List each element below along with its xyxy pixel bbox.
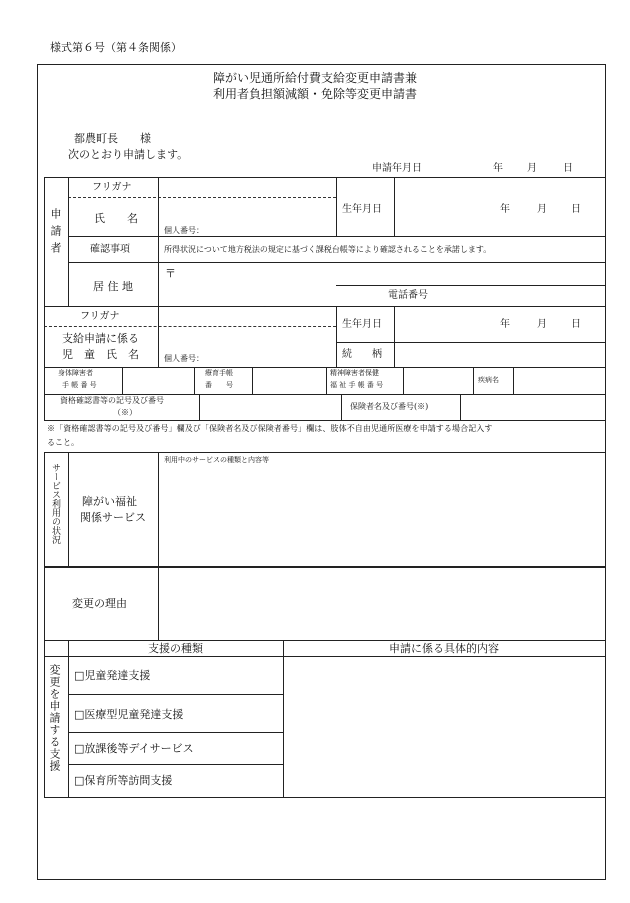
service-category-line1: 障がい福祉 xyxy=(82,495,137,508)
application-date-year: 年 xyxy=(493,163,503,174)
service-content-header: 利用中のサービスの種類と内容等 xyxy=(164,456,269,464)
form-title-line2: 利用者負担額減額・免除等変更申請書 xyxy=(212,87,417,101)
disease-label: 疾病名 xyxy=(478,376,499,384)
addressee: 都農町長 様 xyxy=(74,132,151,145)
applicant-personal-number-label: 個人番号： xyxy=(164,226,204,235)
service-category-line2: 関係サービス xyxy=(80,511,146,524)
applicant-birth-label: 生年月日 xyxy=(342,204,382,215)
applicant-furigana-label: フリガナ xyxy=(92,182,132,193)
change-support-section-label: 変更を申請する支援 xyxy=(48,664,61,772)
applicant-birth-year: 年 xyxy=(500,204,510,215)
mental-handbook-label-line2: 福 祉 手 帳 番 号 xyxy=(330,381,384,389)
applicant-birth-day: 日 xyxy=(571,204,581,215)
physical-handbook-label-line1: 身体障害者 xyxy=(58,369,93,377)
child-name-label-line1: 支給申請に係る xyxy=(62,332,139,345)
phone-label: 電話番号 xyxy=(388,290,428,301)
form-number: 様式第６号（第４条関係） xyxy=(50,41,182,54)
child-birth-day: 日 xyxy=(571,319,581,330)
support-type-header: 支援の種類 xyxy=(148,642,203,655)
support-detail-header: 申請に係る具体的内容 xyxy=(389,642,499,655)
application-date-month: 月 xyxy=(527,163,537,174)
confirm-text: 所得状況について地方税法の規定に基づく課税台帳等により確認されることを承諾します。 xyxy=(164,245,492,254)
child-birth-label: 生年月日 xyxy=(342,319,382,330)
child-furigana-label: フリガナ xyxy=(80,311,120,322)
postal-mark: 〒 xyxy=(165,267,176,280)
ryoiku-handbook-label-line2: 番 号 xyxy=(205,381,233,389)
insurer-label: 保険者名及び番号(※) xyxy=(350,402,429,411)
support-option[interactable]: □児童発達支援 xyxy=(74,669,151,682)
support-option[interactable]: □放課後等デイサービス xyxy=(74,742,194,755)
form-title-line1: 障がい児通所給付費支給変更申請書兼 xyxy=(212,71,417,85)
support-option[interactable]: □保育所等訪問支援 xyxy=(74,774,173,787)
qualification-label-line1: 資格確認書等の記号及び番号 xyxy=(60,396,164,405)
address-label: 居 住 地 xyxy=(93,280,133,293)
child-birth-year: 年 xyxy=(500,319,510,330)
mental-handbook-label-line1: 精神障害者保健 xyxy=(330,369,379,377)
application-date-label: 申請年月日 xyxy=(372,163,422,174)
support-option[interactable]: □医療型児童発達支援 xyxy=(74,708,184,721)
child-relation-label: 続 柄 xyxy=(342,349,382,360)
intro-text: 次のとおり申請します。 xyxy=(68,148,189,161)
child-name-label-line2: 児 童 氏 名 xyxy=(62,348,139,361)
child-birth-month: 月 xyxy=(537,319,547,330)
ryoiku-handbook-label-line1: 療育手帳 xyxy=(205,369,233,377)
note-line2: ること。 xyxy=(47,438,79,447)
application-date-day: 日 xyxy=(563,163,573,174)
child-personal-number-label: 個人番号： xyxy=(164,354,204,363)
applicant-name-label: 氏 名 xyxy=(94,212,138,225)
applicant-birth-month: 月 xyxy=(537,204,547,215)
note-line1: ※「資格確認書等の記号及び番号」欄及び「保険者名及び保険者番号」欄は、肢体不自由児通所医療を申請する場合記入す xyxy=(47,424,493,433)
service-status-section-label: サービス利用の状況 xyxy=(50,463,60,544)
applicant-section-label: 申請者 xyxy=(49,208,62,259)
qualification-label-line2: （※） xyxy=(113,408,137,417)
change-reason-label: 変更の理由 xyxy=(72,597,127,610)
confirm-label: 確認事項 xyxy=(90,244,130,255)
physical-handbook-label-line2: 手 帳 番 号 xyxy=(62,381,97,389)
